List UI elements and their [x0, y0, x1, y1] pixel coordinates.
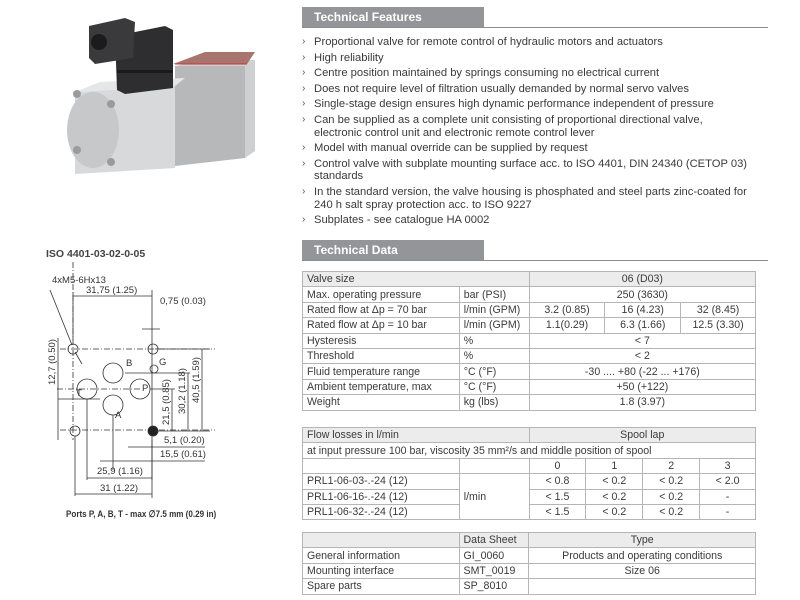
table-row: [303, 302, 756, 317]
table-row: [303, 548, 756, 563]
row-value: 250 (3630): [529, 287, 755, 302]
row-value: < 0.2: [586, 489, 643, 504]
feature-item: › Can be supplied as a complete unit consisting of proportional directional valve, electronic control unit and electronic remote control lever: [302, 113, 703, 139]
chevron-right-icon: ›: [302, 185, 306, 197]
chevron-right-icon: ›: [302, 113, 306, 125]
chevron-right-icon: ›: [302, 36, 306, 47]
row-value: -: [700, 489, 756, 504]
row-value: < 0.2: [643, 474, 700, 489]
empty-cell: [303, 458, 460, 473]
flow-losses-table: [302, 427, 756, 520]
row-value: < 7: [529, 333, 755, 348]
table-row: [303, 272, 756, 287]
doc-sheet: SP_8010: [459, 579, 529, 594]
row-label: Hysteresis: [303, 333, 460, 348]
port-a-label: A: [115, 410, 122, 421]
dim-21-5: 21,5 (0.85): [161, 379, 172, 425]
documentation-table: [302, 532, 756, 595]
feature-item: › In the standard version, the valve housing is phosphated and steel parts zinc-coated for 240 h salt spray protection acc. to ISO 9227: [302, 185, 747, 211]
row-value: 16 (4.23): [605, 302, 681, 317]
chevron-right-icon: ›: [302, 142, 306, 154]
table-row: [303, 287, 756, 302]
row-value: < 1.5: [529, 489, 586, 504]
feature-item: › Centre position maintained by springs consuming no electrical current: [302, 67, 660, 80]
flow-losses-title: Flow losses in l/min: [303, 428, 530, 443]
ports-note: Ports P, A, B, T - max ∅7.5 mm (0.29 in): [66, 509, 217, 520]
thread-label: 4xM5-6Hx13: [52, 275, 106, 286]
technical-data-header: [302, 240, 768, 261]
feature-item: › High reliability: [302, 51, 384, 64]
row-value: 3.2 (0.85): [529, 302, 605, 317]
data-sheet-header: Data Sheet: [459, 533, 529, 548]
row-value: < 0.2: [586, 474, 643, 489]
row-value: < 2: [529, 348, 755, 363]
dim-31-75: 31,75 (1.25): [86, 285, 138, 296]
spool-lap-header: Spool lap: [529, 428, 755, 443]
table-row: [303, 443, 756, 458]
dim-31: 31 (1.22): [100, 483, 139, 494]
technical-data-table: [302, 271, 756, 411]
row-label: Threshold: [303, 348, 460, 363]
dim-0-75: 0,75 (0.03): [160, 296, 206, 307]
mounting-interface-drawing: [0, 262, 240, 507]
spool-column: 1: [586, 458, 643, 473]
chevron-right-icon: ›: [302, 214, 306, 226]
row-unit: l/min (GPM): [459, 318, 529, 333]
dim-12-7: 12,7 (0.50): [47, 339, 58, 385]
flow-losses-note: at input pressure 100 bar, viscosity 35 mm²/s and middle position of spool: [303, 443, 756, 458]
doc-label: Mounting interface: [303, 563, 460, 578]
feature-item: › Does not require level of filtration usually demanded by normal servo valves: [302, 82, 689, 95]
row-unit: °C (°F): [459, 379, 529, 394]
row-label: Rated flow at Δp = 70 bar: [303, 302, 460, 317]
row-value: < 2.0: [700, 474, 756, 489]
row-value: 1.1(0.29): [529, 318, 605, 333]
table-row: [303, 364, 756, 379]
table-row: [303, 533, 756, 548]
chevron-right-icon: ›: [302, 82, 306, 94]
features-list: [302, 36, 772, 230]
doc-type: [529, 579, 756, 594]
table-row: [303, 428, 756, 443]
row-value: -: [700, 504, 756, 519]
row-label: Rated flow at Δp = 10 bar: [303, 318, 460, 333]
empty-cell: [303, 533, 460, 548]
row-unit: %: [459, 333, 529, 348]
row-value: 6.3 (1.66): [605, 318, 681, 333]
feature-item: › Subplates - see catalogue HA 0002: [302, 214, 490, 227]
row-value: < 0.2: [643, 489, 700, 504]
valve-size-value: 06 (D03): [529, 272, 755, 287]
spool-column: 0: [529, 458, 586, 473]
row-value: < 0.8: [529, 474, 586, 489]
chevron-right-icon: ›: [302, 51, 306, 63]
row-label: Fluid temperature range: [303, 364, 460, 379]
row-value: 32 (8.45): [681, 302, 756, 317]
type-header: Type: [529, 533, 756, 548]
chevron-right-icon: ›: [302, 157, 306, 169]
table-row: [303, 579, 756, 594]
row-label: Ambient temperature, max: [303, 379, 460, 394]
doc-label: Spare parts: [303, 579, 460, 594]
doc-type: Products and operating conditions: [529, 548, 756, 563]
port-g-label: G: [159, 357, 167, 368]
feature-item: › Proportional valve for remote control of hydraulic motors and actuators: [302, 36, 663, 48]
row-value: -30 .... +80 (-22 ... +176): [529, 364, 755, 379]
dim-5-1: 5,1 (0.20): [164, 435, 205, 446]
table-row: [303, 348, 756, 363]
row-unit: kg (lbs): [459, 395, 529, 410]
dim-25-9: 25,9 (1.16): [97, 466, 143, 477]
table-row: [303, 333, 756, 348]
row-value: < 1.5: [529, 504, 586, 519]
valve-size-label: Valve size: [303, 272, 530, 287]
row-unit: °C (°F): [459, 364, 529, 379]
chevron-right-icon: ›: [302, 98, 306, 110]
spool-column: 3: [700, 458, 756, 473]
row-unit: bar (PSI): [459, 287, 529, 302]
doc-sheet: GI_0060: [459, 548, 529, 563]
spool-column: 2: [643, 458, 700, 473]
chevron-right-icon: ›: [302, 67, 306, 79]
row-unit: l/min (GPM): [459, 302, 529, 317]
row-value: 12.5 (3.30): [681, 318, 756, 333]
unit-cell: l/min: [459, 474, 529, 520]
model-label: PRL1-06-16-.-24 (12): [303, 489, 460, 504]
table-row: [303, 563, 756, 578]
row-value: 1.8 (3.97): [529, 395, 755, 410]
row-label: Max. operating pressure: [303, 287, 460, 302]
dim-15-5: 15,5 (0.61): [160, 449, 206, 460]
doc-type: Size 06: [529, 563, 756, 578]
row-unit: %: [459, 348, 529, 363]
model-label: PRL1-06-32-.-24 (12): [303, 504, 460, 519]
row-value: < 0.2: [643, 504, 700, 519]
model-label: PRL1-06-03-.-24 (12): [303, 474, 460, 489]
table-row: [303, 474, 756, 489]
table-row: [303, 395, 756, 410]
row-label: Weight: [303, 395, 460, 410]
row-value: +50 (+122): [529, 379, 755, 394]
dim-40-5: 40,5 (1.59): [191, 357, 202, 403]
port-b-label: B: [126, 358, 133, 369]
row-value: < 0.2: [586, 504, 643, 519]
table-row: [303, 458, 756, 473]
doc-sheet: SMT_0019: [459, 563, 529, 578]
feature-item: › Model with manual override can be supplied by request: [302, 142, 588, 155]
technical-data-title: Technical Data: [302, 240, 484, 260]
iso-drawing-title: ISO 4401-03-02-0-05: [46, 248, 146, 260]
table-row: [303, 318, 756, 333]
dim-30-2: 30,2 (1.18): [177, 368, 188, 414]
feature-item: › Single-stage design ensures high dynamic performance independent of pressure: [302, 98, 714, 111]
table-row: [303, 504, 756, 519]
table-row: [303, 489, 756, 504]
table-row: [303, 379, 756, 394]
technical-features-title: Technical Features: [302, 7, 484, 27]
port-t-label: T: [76, 388, 82, 399]
empty-cell: [459, 458, 529, 473]
doc-label: General information: [303, 548, 460, 563]
technical-features-header: [302, 7, 768, 28]
valve-product-image: [55, 8, 255, 178]
feature-item: › Control valve with subplate mounting surface acc. to ISO 4401, DIN 24340 (CETOP 03) standards: [302, 157, 748, 183]
port-p-label: P: [142, 383, 149, 394]
